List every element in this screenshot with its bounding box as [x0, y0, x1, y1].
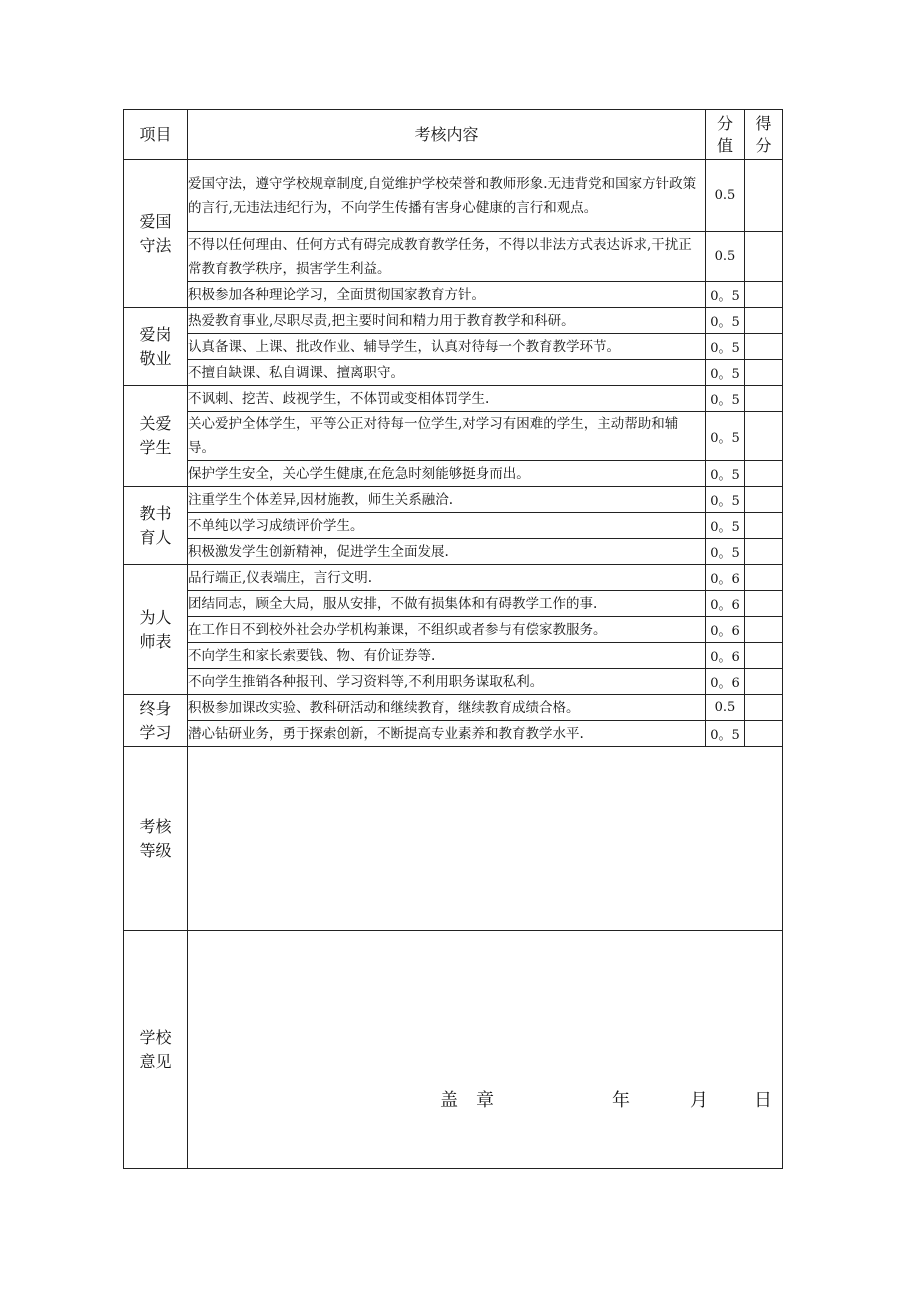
- day-label: 日: [754, 1090, 772, 1111]
- score-obtained-cell[interactable]: [745, 308, 783, 334]
- table-row: [124, 539, 783, 565]
- score-value: 0。5: [706, 513, 745, 539]
- table-row: [124, 386, 783, 412]
- school-opinion-row: [124, 931, 783, 1169]
- school-opinion-label-cell: [124, 931, 188, 1169]
- category-cell: [124, 386, 188, 487]
- category-cell: [124, 695, 188, 747]
- category-label: 爱岗敬业: [139, 324, 172, 368]
- table-row: [124, 669, 783, 695]
- table-row: [124, 695, 783, 721]
- score-obtained-cell[interactable]: [745, 695, 783, 721]
- criterion-text: 认真备课、上课、批改作业、辅导学生，认真对待每一个教育教学环节。: [188, 334, 706, 360]
- score-obtained-cell[interactable]: [745, 591, 783, 617]
- school-opinion-label: 学校意见: [139, 1027, 172, 1071]
- seal-label: 盖 章: [440, 1090, 494, 1111]
- score-obtained-cell[interactable]: [745, 565, 783, 591]
- score-obtained-cell[interactable]: [745, 412, 783, 461]
- score-value: 0。5: [706, 461, 745, 487]
- table-row: [124, 513, 783, 539]
- score-obtained-cell[interactable]: [745, 513, 783, 539]
- score-value: 0.5: [706, 232, 745, 282]
- month-label: 月: [690, 1090, 708, 1111]
- signature-line: [188, 1086, 782, 1110]
- score-obtained-cell[interactable]: [745, 643, 783, 669]
- header-content: 考核内容: [188, 110, 706, 160]
- table-row: [124, 412, 783, 461]
- table-row: [124, 282, 783, 308]
- score-obtained-cell[interactable]: [745, 617, 783, 643]
- score-obtained-cell[interactable]: [745, 669, 783, 695]
- category-label: 关爱学生: [139, 414, 172, 457]
- table-row: [124, 487, 783, 513]
- header-row: [124, 110, 783, 160]
- score-value: 0。5: [706, 721, 745, 747]
- score-obtained-cell[interactable]: [745, 160, 783, 232]
- category-cell: [124, 308, 188, 386]
- header-score-obtained: 得分: [745, 110, 783, 160]
- category-label: 教书育人: [139, 503, 172, 547]
- score-value: 0。5: [706, 386, 745, 412]
- score-value: 0。6: [706, 643, 745, 669]
- criterion-text: 爱国守法，遵守学校规章制度,自觉维护学校荣誉和教师形象.无违背党和国家方针政策的言行,无违法违纪行为，不向学生传播有害身心健康的言行和观点。: [188, 160, 706, 232]
- criterion-text: 不讽刺、挖苦、歧视学生，不体罚或变相体罚学生.: [188, 386, 706, 412]
- score-value: 0。5: [706, 282, 745, 308]
- criterion-text: 注重学生个体差异,因材施教，师生关系融洽.: [188, 487, 706, 513]
- score-value: 0。5: [706, 539, 745, 565]
- score-obtained-cell[interactable]: [745, 334, 783, 360]
- criterion-text: 积极参加各种理论学习，全面贯彻国家教育方针。: [188, 282, 706, 308]
- score-value: 0.5: [706, 160, 745, 232]
- rating-label: 考核等级: [139, 816, 172, 860]
- score-value: 0。5: [706, 360, 745, 386]
- criterion-text: 品行端正,仪表端庄，言行文明.: [188, 565, 706, 591]
- header-score-value: 分值: [706, 110, 745, 160]
- rating-input-area[interactable]: [188, 747, 783, 931]
- score-value: 0。6: [706, 565, 745, 591]
- category-cell: [124, 565, 188, 695]
- table-row: [124, 360, 783, 386]
- score-obtained-cell[interactable]: [745, 539, 783, 565]
- score-value: 0。6: [706, 669, 745, 695]
- criterion-text: 不向学生推销各种报刊、学习资料等,不利用职务谋取私利。: [188, 669, 706, 695]
- year-label: 年: [612, 1090, 630, 1111]
- category-label: 爱国守法: [139, 211, 172, 255]
- table-row: [124, 591, 783, 617]
- criterion-text: 不得以任何理由、任何方式有碍完成教育教学任务，不得以非法方式表达诉求,干扰正常教育教学秩序，损害学生利益。: [188, 232, 706, 282]
- rating-label-cell: [124, 747, 188, 931]
- criterion-text: 在工作日不到校外社会办学机构兼课，不组织或者参与有偿家教服务。: [188, 617, 706, 643]
- criterion-text: 保护学生安全，关心学生健康,在危急时刻能够挺身而出。: [188, 461, 706, 487]
- criterion-text: 关心爱护全体学生，平等公正对待每一位学生,对学习有困难的学生，主动帮助和辅导。: [188, 412, 706, 461]
- table-row: [124, 308, 783, 334]
- table-row: [124, 721, 783, 747]
- score-value: 0。5: [706, 412, 745, 461]
- criterion-text: 不擅自缺课、私自调课、擅离职守。: [188, 360, 706, 386]
- table-row: [124, 617, 783, 643]
- score-obtained-cell[interactable]: [745, 461, 783, 487]
- rating-row: [124, 747, 783, 931]
- criterion-text: 潜心钻研业务，勇于探索创新，不断提高专业素养和教育教学水平.: [188, 721, 706, 747]
- criterion-text: 团结同志，顾全大局，服从安排，不做有损集体和有碍教学工作的事.: [188, 591, 706, 617]
- criterion-text: 不单纯以学习成绩评价学生。: [188, 513, 706, 539]
- score-value: 0。6: [706, 617, 745, 643]
- table-row: [124, 461, 783, 487]
- table-row: [124, 643, 783, 669]
- criterion-text: 热爱教育事业,尽职尽责,把主要时间和精力用于教育教学和科研。: [188, 308, 706, 334]
- table-row: [124, 565, 783, 591]
- score-obtained-cell[interactable]: [745, 360, 783, 386]
- assessment-table: [123, 109, 783, 1169]
- category-cell: [124, 160, 188, 308]
- criterion-text: 积极激发学生创新精神，促进学生全面发展.: [188, 539, 706, 565]
- header-category: 项目: [124, 110, 188, 160]
- score-value: 0。6: [706, 591, 745, 617]
- table-row: [124, 232, 783, 282]
- category-label: 为人师表: [139, 607, 172, 651]
- score-obtained-cell[interactable]: [745, 232, 783, 282]
- criterion-text: 积极参加课改实验、教科研活动和继续教育，继续教育成绩合格。: [188, 695, 706, 721]
- score-value: 0。5: [706, 487, 745, 513]
- criterion-text: 不向学生和家长索要钱、物、有价证券等.: [188, 643, 706, 669]
- score-value: 0。5: [706, 308, 745, 334]
- school-opinion-input-area[interactable]: [188, 931, 783, 1169]
- score-obtained-cell[interactable]: [745, 487, 783, 513]
- score-value: 0.5: [706, 695, 745, 721]
- table-row: [124, 160, 783, 232]
- score-obtained-cell[interactable]: [745, 282, 783, 308]
- score-obtained-cell[interactable]: [745, 721, 783, 747]
- category-cell: [124, 487, 188, 565]
- score-value: 0。5: [706, 334, 745, 360]
- table-row: [124, 334, 783, 360]
- score-obtained-cell[interactable]: [745, 386, 783, 412]
- category-label: 终身学习: [139, 698, 172, 742]
